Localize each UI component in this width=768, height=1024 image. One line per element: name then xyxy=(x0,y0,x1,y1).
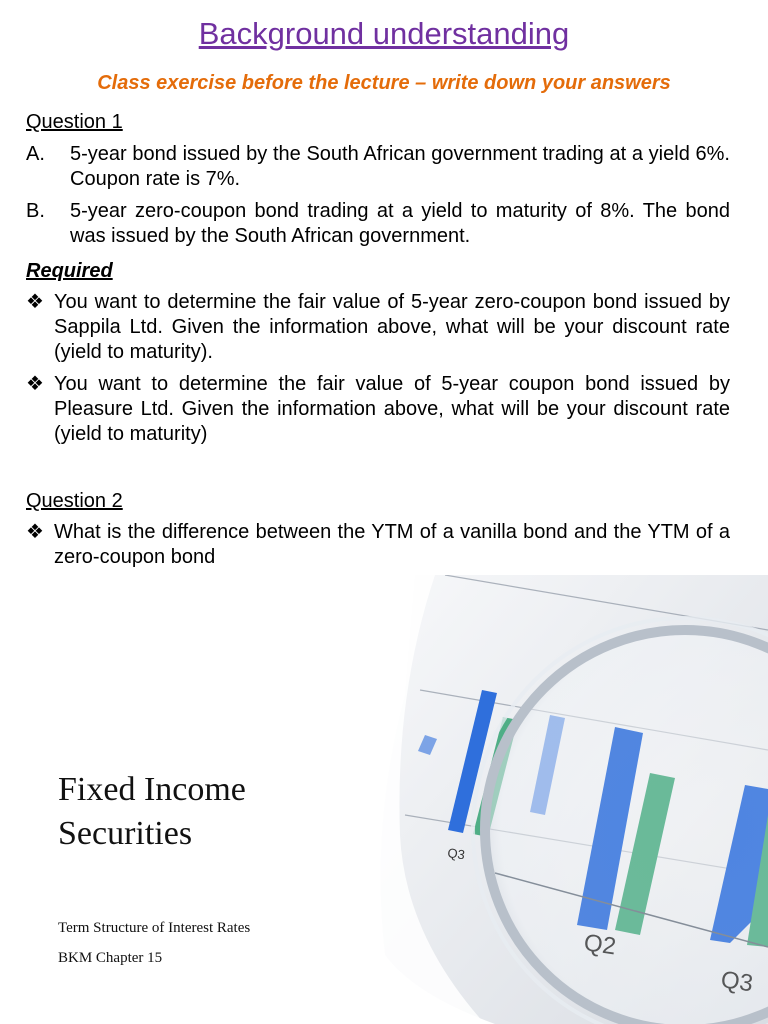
deck-subtitle: Term Structure of Interest Rates xyxy=(58,920,251,936)
list-item-text: What is the difference between the YTM of a vanilla bond and the YTM of a zero-coupon bond xyxy=(54,521,730,568)
list-item xyxy=(26,372,730,447)
diamond-bullet-icon: ❖ xyxy=(26,373,44,395)
deck-title: Fixed Income Securities xyxy=(58,771,246,852)
chart-label-q3-small: Q3 xyxy=(446,845,466,863)
list-item-text: 5-year zero-coupon bond trading at a yield to maturity of 8%. The bond was issued by the South African government. xyxy=(70,200,730,247)
slide-subtitle: Class exercise before the lecture – write down your answers xyxy=(97,72,671,94)
required-heading: Required xyxy=(26,260,113,282)
deck-chapter: BKM Chapter 15 xyxy=(58,950,163,966)
list-item xyxy=(26,520,730,570)
list-item xyxy=(26,199,730,249)
list-item-text: You want to determine the fair value of 5-year zero-coupon bond issued by Sappila Ltd. Given the information above, what will be your discount rate (yield to maturity). xyxy=(54,291,730,363)
list-marker: B. xyxy=(26,200,45,222)
list-item xyxy=(26,142,730,192)
list-marker: A. xyxy=(26,143,45,165)
list-item-text: You want to determine the fair value of 5-year coupon bond issued by Pleasure Ltd. Given the information above, what will be your discount rate (yield to maturity) xyxy=(54,373,730,445)
question-1-heading: Question 1 xyxy=(26,111,123,133)
slide-title: Background understanding xyxy=(198,16,570,51)
chart-magnifier-photo xyxy=(375,575,768,1024)
list-item xyxy=(26,290,730,365)
question-2-heading: Question 2 xyxy=(26,490,123,512)
diamond-bullet-icon: ❖ xyxy=(26,521,44,543)
photo-graphic xyxy=(375,575,768,1024)
diamond-bullet-icon: ❖ xyxy=(26,291,44,313)
list-item-text: 5-year bond issued by the South African government trading at a yield 6%. Coupon rate is 7%. xyxy=(70,143,730,190)
